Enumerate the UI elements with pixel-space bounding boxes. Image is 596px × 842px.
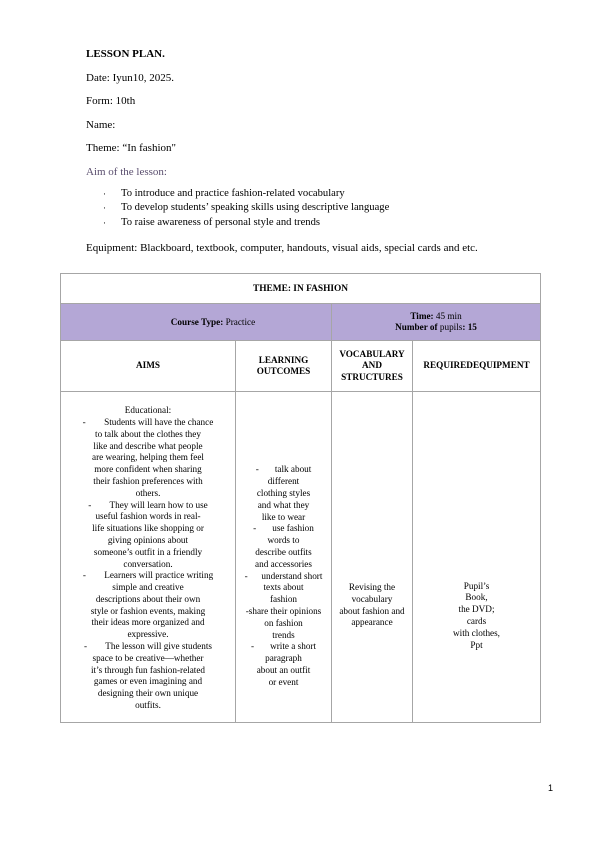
outcomes-cell — [236, 392, 332, 723]
goal-item: · To raise awareness of personal style and trends — [86, 216, 546, 231]
column-header-row — [61, 341, 541, 392]
col-header-outcomes: LEARNING OUTCOMES — [236, 341, 332, 392]
bullet-mark: · — [103, 217, 106, 228]
time-value: 45 min — [433, 311, 462, 321]
course-type-cell — [61, 304, 332, 341]
document-title: LESSON PLAN. — [86, 48, 165, 60]
vocabulary-cell: Revising the vocabulary about fashion and appearance — [332, 392, 413, 723]
goal-item: · To introduce and practice fashion-related vocabulary — [86, 187, 546, 202]
col-header-required: REQUIREDEQUIPMENT — [413, 341, 541, 392]
date-line: Date: Iyun10, 2025. — [86, 71, 174, 84]
required-equipment-cell: Pupil’s Book, the DVD; cards with clothes, Ppt — [413, 392, 541, 723]
pupils-label: Number of — [395, 322, 438, 332]
aims-text: Educational: - Students will have the chance to talk about the clothes they like and describe what people are wearing, helping them feel more confident when sharing their fashion preferences with others. - They will learn how to use useful fashion words in real- life situations like shopping or giving opinions about someone’s outfit in a friendly conversation. - Learners will practice writing simple and creative descriptions about their own style or fashion events, making their ideas more organized and expressive. - The lesson will give students space to be creative—whether it’s through fun fashion-related games or even imagining and designing their own unique outfits. — [82, 405, 214, 711]
goal-item: · To develop students’ speaking skills using descriptive language — [86, 201, 546, 216]
col-header-aims: AIMS — [61, 341, 236, 392]
time-pupils-cell — [332, 304, 541, 341]
name-line: Name: — [86, 118, 116, 131]
content-row — [61, 392, 541, 723]
col-header-vocabulary: VOCABULARY AND STRUCTURES — [332, 341, 413, 392]
aims-cell — [61, 392, 236, 723]
lesson-plan-table — [60, 273, 541, 723]
aim-label: Aim of the lesson: — [86, 165, 167, 178]
goals-list — [86, 187, 546, 231]
equipment-line: Equipment: Blackboard, textbook, computer, handouts, visual aids, special cards and etc. — [86, 242, 478, 254]
course-type-label: Course Type: — [170, 317, 224, 327]
time-label: Time: — [410, 311, 434, 321]
theme-row: THEME: IN FASHION — [61, 274, 541, 304]
page-number: 1 — [548, 783, 554, 793]
bullet-mark: · — [103, 203, 106, 213]
theme-line: Theme: “In fashion" — [86, 142, 177, 154]
pupils-mid: pupils — [437, 322, 463, 332]
outcomes-text: - talk about different clothing styles and what they like to wear - use fashion words to describe outfits and accessories - understand short texts about fashion -share their opinions on fashion trends - write a short paragraph about an outfit or event — [244, 464, 323, 687]
course-type-value: Practice — [223, 317, 256, 327]
form-line: Form: 10th — [86, 95, 136, 107]
lesson-header — [86, 48, 546, 265]
bullet-mark: · — [103, 188, 106, 199]
pupils-value: : 15 — [462, 322, 477, 332]
course-info-row — [61, 304, 541, 341]
